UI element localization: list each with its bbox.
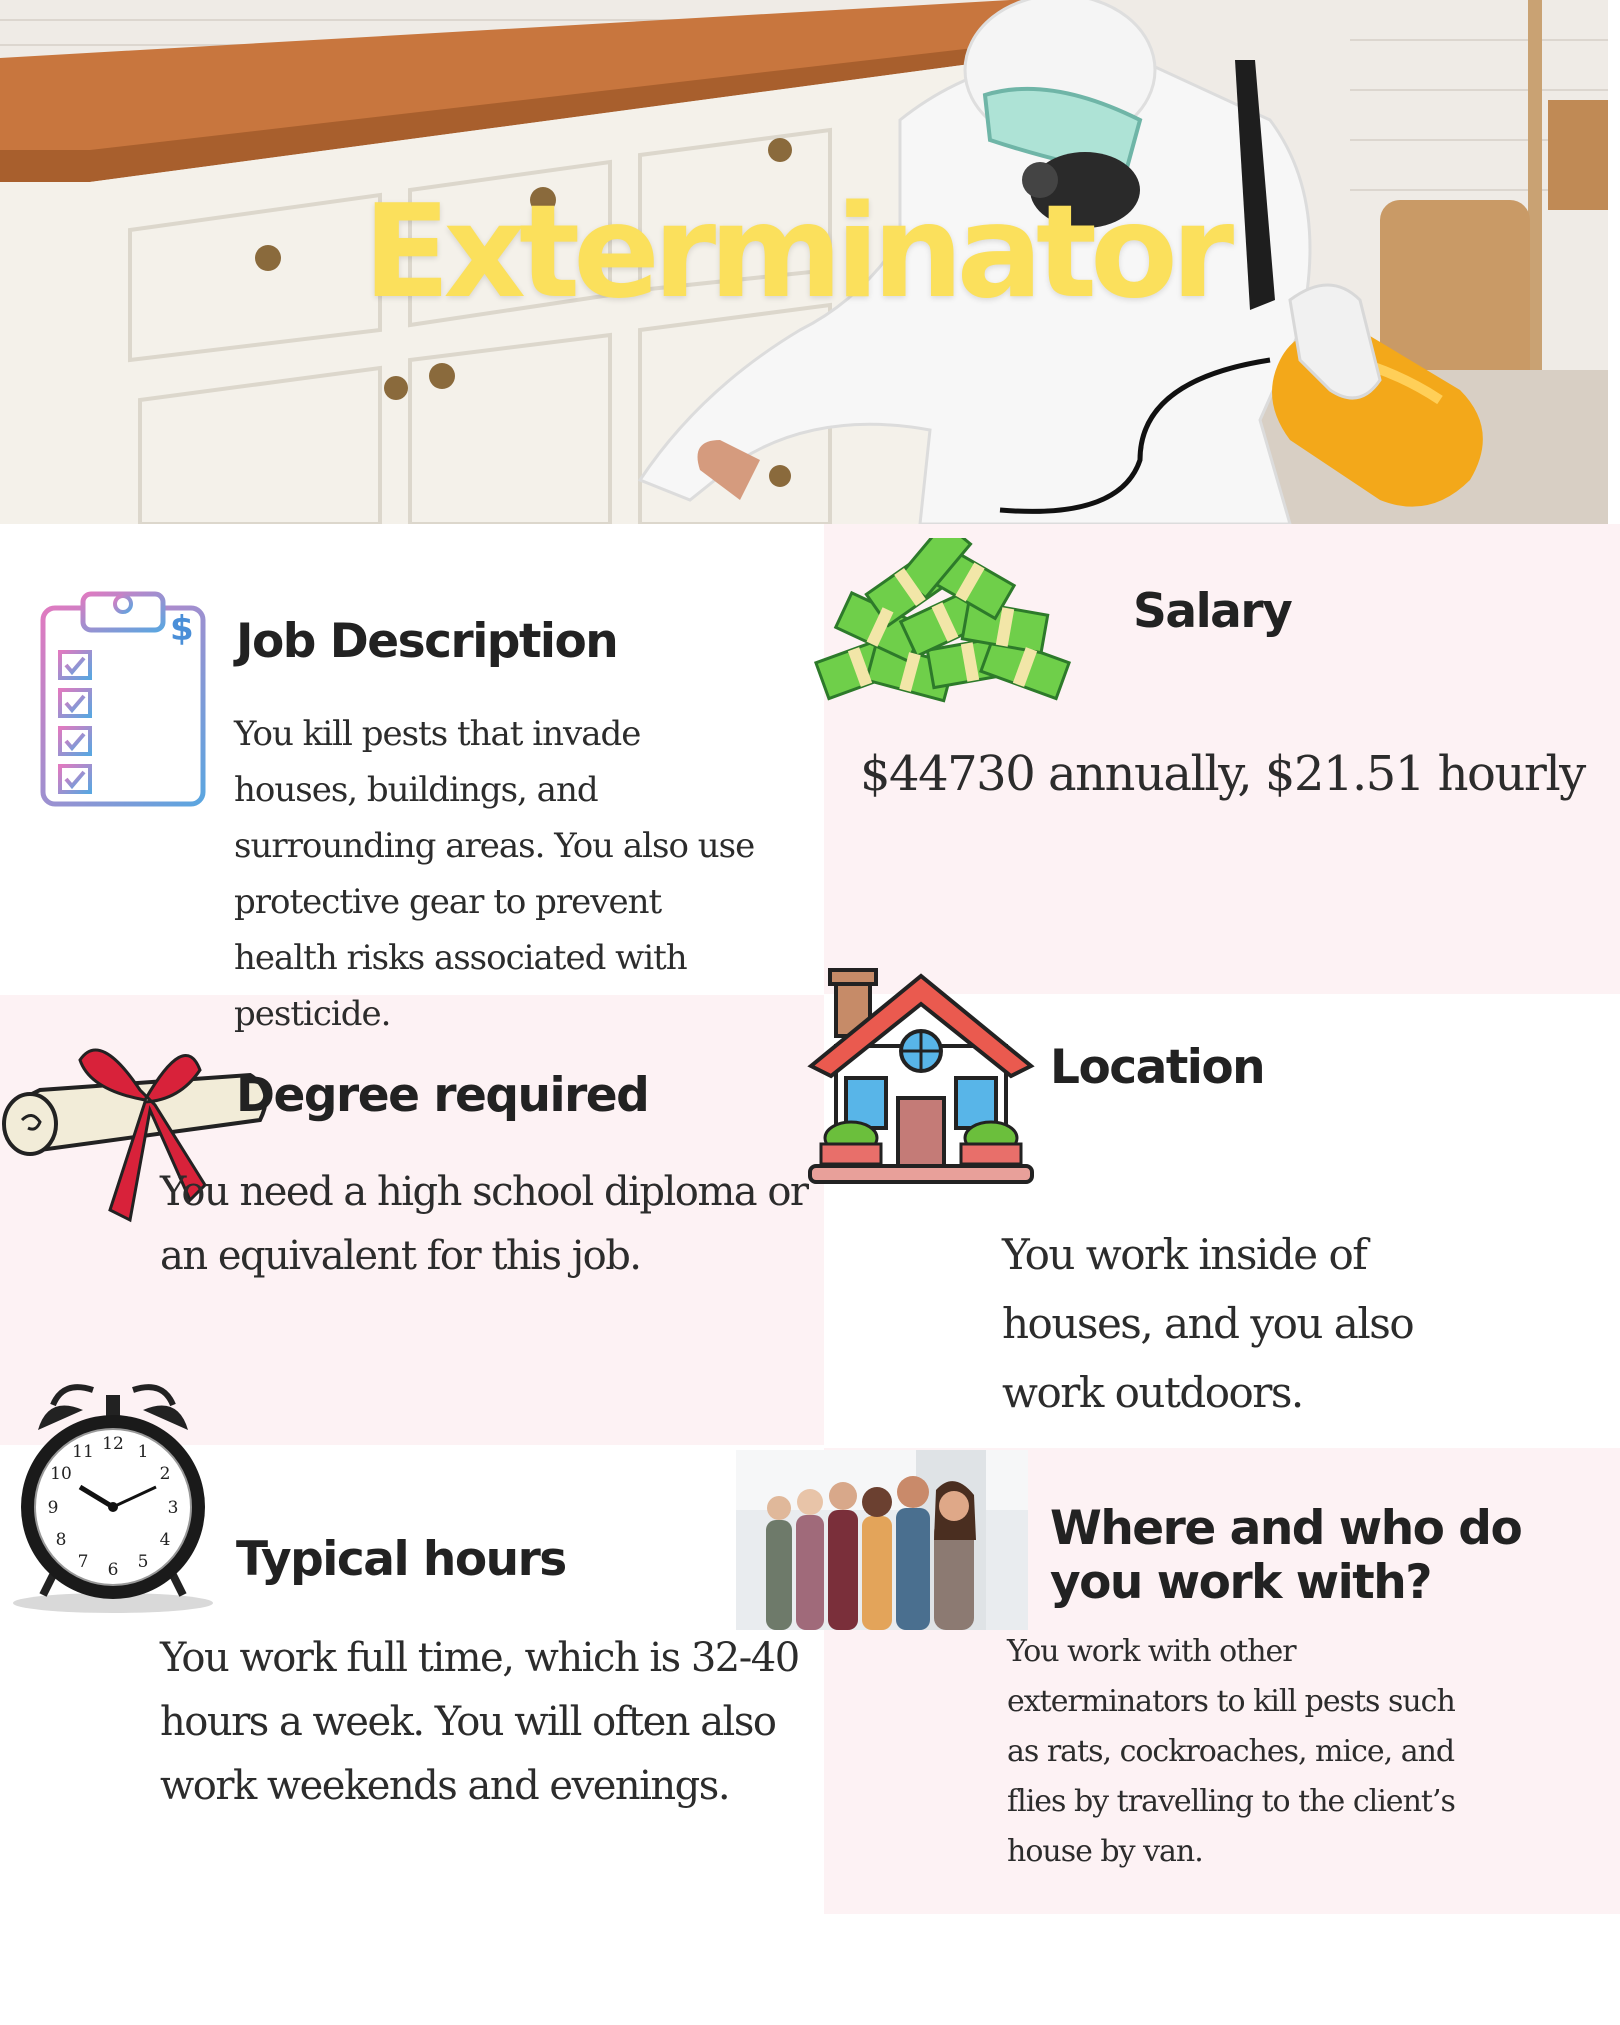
svg-text:7: 7 (77, 1552, 89, 1572)
job-description-text (234, 706, 754, 1042)
degree-line: You need a high school diploma or (160, 1169, 808, 1215)
degree-line: an equivalent for this job. (160, 1233, 641, 1279)
job-description-line: health risks associated with (234, 938, 687, 978)
money-pile-icon (810, 538, 1080, 713)
degree-heading: Degree required (236, 1068, 649, 1123)
svg-text:$: $ (170, 609, 194, 649)
coworkers-line: as rats, cockroaches, mice, and (1007, 1734, 1455, 1769)
coworkers-text (1007, 1627, 1455, 1877)
coworkers-line: exterminators to kill pests such (1007, 1684, 1455, 1719)
page-title (0, 178, 1620, 327)
hours-line: You work full time, which is 32-40 (160, 1635, 799, 1681)
job-description-line: houses, buildings, and (234, 770, 598, 810)
clipboard-checklist-icon (38, 580, 208, 810)
team-photo (736, 1450, 1028, 1630)
page-title-text: Exterminator (362, 178, 1228, 327)
coworkers-heading-line: Where and who do (1050, 1501, 1522, 1556)
job-description-line: You kill pests that invade (234, 714, 641, 754)
svg-text:4: 4 (159, 1530, 171, 1550)
location-line: You work inside of (1002, 1230, 1367, 1279)
svg-text:8: 8 (55, 1530, 67, 1550)
alarm-clock-icon (8, 1375, 218, 1615)
location-line: work outdoors. (1002, 1368, 1303, 1417)
coworkers-heading (1050, 1502, 1521, 1610)
hours-line: work weekends and evenings. (160, 1763, 730, 1809)
coworkers-heading-line: you work with? (1050, 1555, 1431, 1610)
hours-heading: Typical hours (236, 1532, 566, 1587)
svg-text:11: 11 (72, 1442, 94, 1462)
svg-text:10: 10 (50, 1464, 72, 1484)
coworkers-line: house by van. (1007, 1834, 1203, 1869)
svg-text:2: 2 (159, 1464, 171, 1484)
salary-text: $44730 annually, $21.51 hourly (860, 746, 1585, 802)
salary-heading: Salary (1133, 584, 1292, 639)
job-description-line: surrounding areas. You also use (234, 826, 755, 866)
house-icon (806, 966, 1036, 1191)
svg-text:5: 5 (137, 1552, 149, 1572)
svg-text:1: 1 (137, 1442, 149, 1462)
coworkers-line: You work with other (1007, 1634, 1296, 1669)
svg-text:6: 6 (107, 1560, 119, 1580)
job-description-line: protective gear to prevent (234, 882, 662, 922)
job-description-heading: Job Description (236, 614, 618, 669)
hours-line: hours a week. You will often also (160, 1699, 776, 1745)
svg-text:3: 3 (167, 1498, 179, 1518)
svg-text:9: 9 (47, 1498, 59, 1518)
job-description-line: pesticide. (234, 994, 391, 1034)
location-text (1002, 1220, 1413, 1427)
location-heading: Location (1050, 1040, 1265, 1095)
coworkers-line: flies by travelling to the client’s (1007, 1784, 1455, 1819)
hours-text (160, 1626, 799, 1818)
location-line: houses, and you also (1002, 1299, 1414, 1348)
svg-text:12: 12 (102, 1434, 124, 1454)
degree-text (160, 1160, 808, 1288)
